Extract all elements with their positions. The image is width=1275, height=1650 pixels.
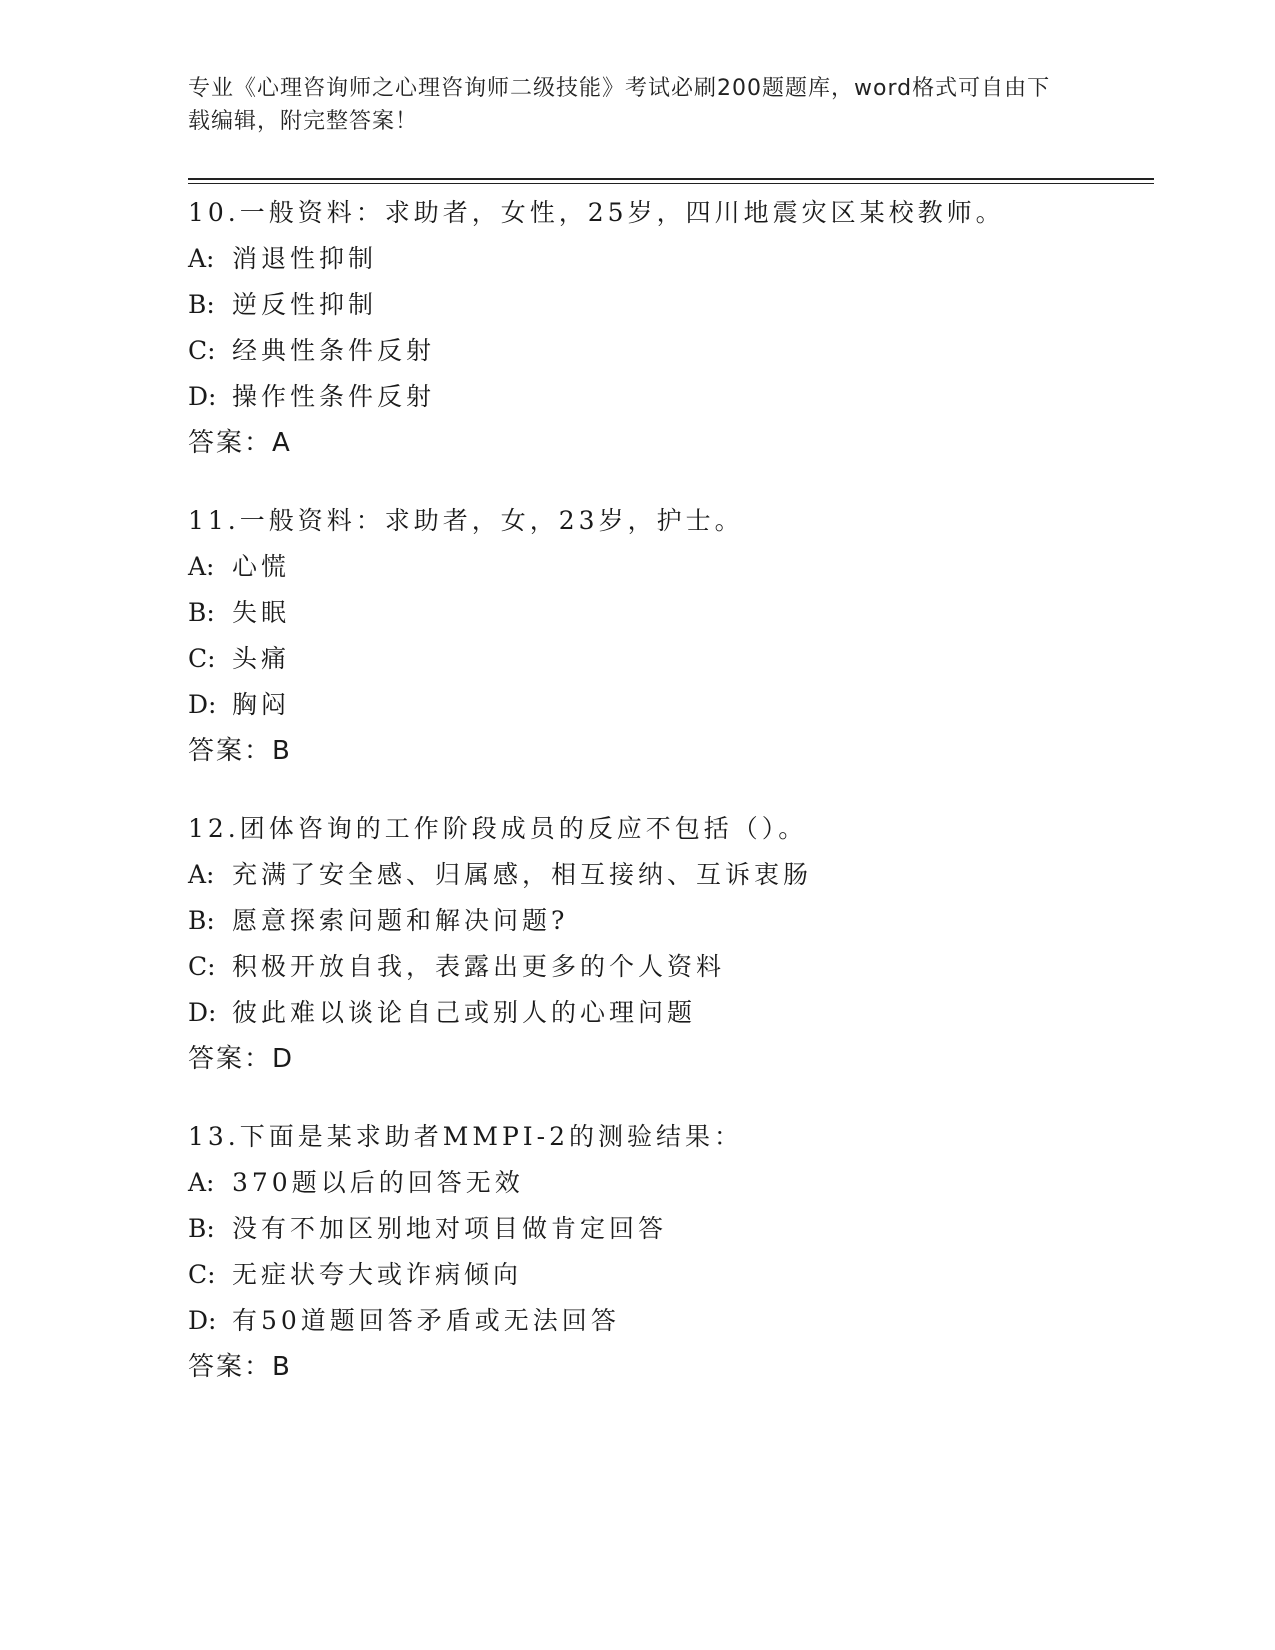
- option-d: [188, 682, 1148, 728]
- question-list: [188, 190, 1148, 1422]
- option-a: [188, 236, 1148, 282]
- question-stem: 13.下面是某求助者MMPI-2的测验结果：: [188, 1122, 744, 1151]
- option-text: 没有不加区别地对项目做肯定回答: [232, 1214, 668, 1243]
- option-b: [188, 898, 1148, 944]
- option-d: [188, 374, 1148, 420]
- answer: 答案：A: [188, 428, 292, 458]
- answer: 答案：B: [188, 736, 292, 766]
- option-text: 胸闷: [232, 690, 291, 719]
- option-text: 370题以后的回答无效: [232, 1168, 524, 1197]
- option-label: D:: [188, 1306, 217, 1335]
- option-label: B:: [188, 290, 215, 319]
- option-text: 无症状夸大或诈病倾向: [232, 1260, 523, 1289]
- option-d: [188, 1298, 1148, 1344]
- option-label: C:: [188, 952, 216, 981]
- question-stem: 10.一般资料：求助者，女性，25岁，四川地震灾区某校教师。: [188, 198, 1005, 227]
- option-c: [188, 1252, 1148, 1298]
- option-label: D:: [188, 382, 217, 411]
- option-c: [188, 944, 1148, 990]
- header-divider-thin: [188, 183, 1154, 184]
- option-text: 愿意探索问题和解决问题?: [232, 906, 569, 935]
- option-label: D:: [188, 998, 217, 1027]
- option-label: C:: [188, 336, 216, 365]
- question-11: [188, 498, 1148, 774]
- option-b: [188, 590, 1148, 636]
- question-10: [188, 190, 1148, 466]
- option-label: A:: [188, 860, 215, 889]
- option-label: B:: [188, 1214, 215, 1243]
- option-b: [188, 1206, 1148, 1252]
- option-a: [188, 544, 1148, 590]
- option-text: 积极开放自我，表露出更多的个人资料: [232, 952, 726, 981]
- document-header: 专业《心理咨询师之心理咨询师二级技能》考试必刷200题题库，word格式可自由下载编辑，附完整答案！: [188, 76, 1051, 134]
- option-label: B:: [188, 598, 215, 627]
- option-b: [188, 282, 1148, 328]
- option-label: A:: [188, 244, 215, 273]
- option-label: A:: [188, 552, 215, 581]
- option-text: 失眠: [232, 598, 291, 627]
- header-divider-thick: [188, 178, 1154, 180]
- option-a: [188, 852, 1148, 898]
- option-label: D:: [188, 690, 217, 719]
- option-label: C:: [188, 1260, 216, 1289]
- question-13: [188, 1114, 1148, 1390]
- option-text: 心慌: [232, 552, 291, 581]
- question-12: [188, 806, 1148, 1082]
- option-text: 充满了安全感、归属感，相互接纳、互诉衷肠: [232, 860, 813, 889]
- option-c: [188, 328, 1148, 374]
- answer: 答案：D: [188, 1044, 295, 1074]
- answer: 答案：B: [188, 1352, 292, 1382]
- option-text: 有50道题回答矛盾或无法回答: [232, 1306, 620, 1335]
- option-label: A:: [188, 1168, 215, 1197]
- option-d: [188, 990, 1148, 1036]
- question-stem: 11.一般资料：求助者，女，23岁，护士。: [188, 506, 744, 535]
- question-stem: 12.团体咨询的工作阶段成员的反应不包括（）。: [188, 814, 808, 843]
- option-text: 头痛: [232, 644, 291, 673]
- option-text: 彼此难以谈论自己或别人的心理问题: [232, 998, 697, 1027]
- option-label: C:: [188, 644, 216, 673]
- option-text: 经典性条件反射: [232, 336, 436, 365]
- option-c: [188, 636, 1148, 682]
- option-text: 操作性条件反射: [232, 382, 436, 411]
- option-label: B:: [188, 906, 215, 935]
- option-a: [188, 1160, 1148, 1206]
- option-text: 消退性抑制: [232, 244, 378, 273]
- option-text: 逆反性抑制: [232, 290, 378, 319]
